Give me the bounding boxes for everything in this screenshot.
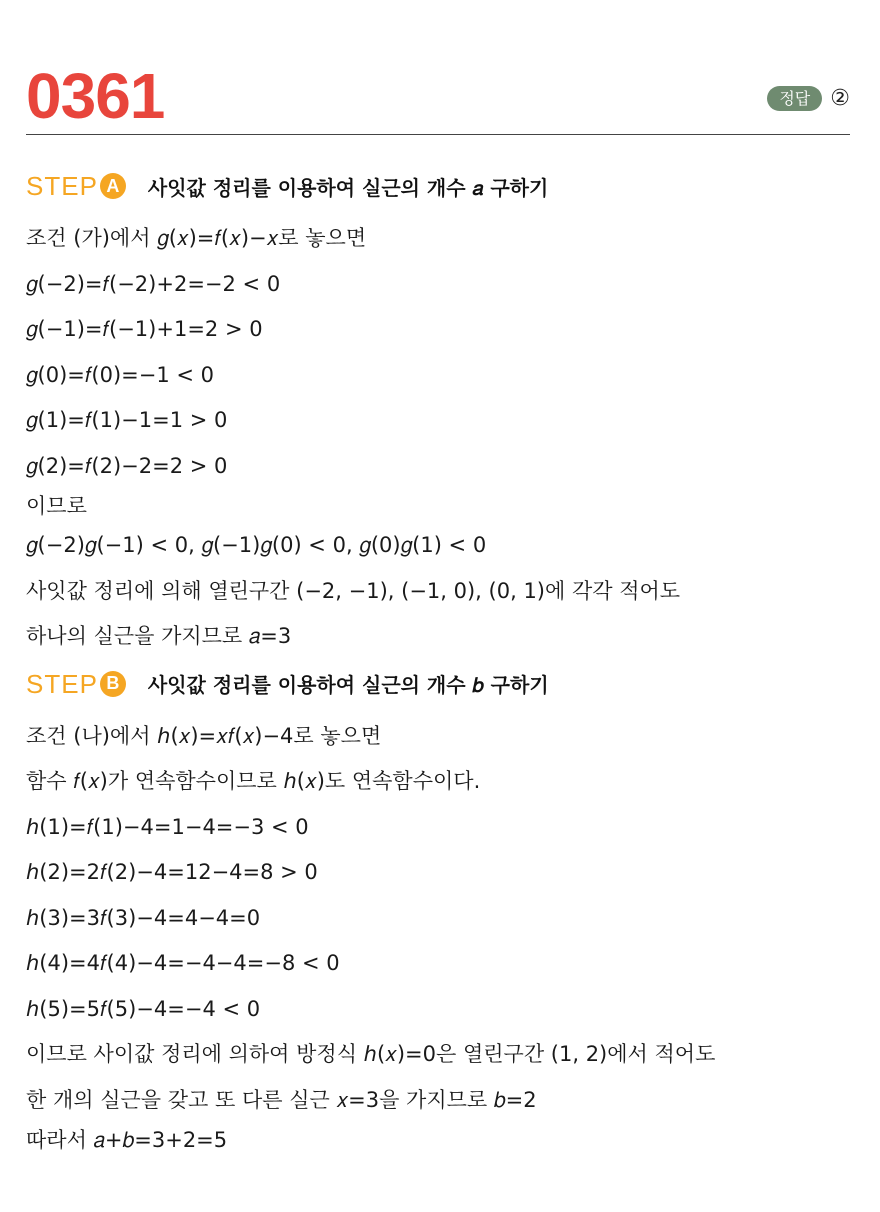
solution-line: 이므로 사이값 정리에 의하여 방정식 ℎ(𝑥)=0은 열린구간 (1, 2)에서 적어도: [26, 1042, 716, 1066]
step-label: STEP: [26, 171, 98, 201]
solution-line: 이므로: [26, 494, 87, 518]
solution-line: 조건 (가)에서 𝑔(𝑥)=𝑓(𝑥)−𝑥로 놓으면: [26, 226, 367, 250]
step-title: 사잇값 정리를 이용하여 실근의 개수 𝑏 구하기: [147, 673, 549, 697]
answer-badge: 정답: [767, 86, 822, 111]
solution-line: 𝑔(−1)=𝑓(−1)+1=2 > 0: [26, 317, 263, 341]
answer: [767, 86, 850, 111]
solution-body: [26, 168, 850, 1163]
solution-line: 한 개의 실근을 갖고 또 다른 실근 𝑥=3을 가지므로 𝑏=2: [26, 1087, 537, 1112]
solution-line: 따라서 𝑎+𝑏=3+2=5: [26, 1128, 228, 1152]
step-title: 사잇값 정리를 이용하여 실근의 개수 𝑎 구하기: [147, 175, 549, 200]
solution-line: 𝑔(−2)=𝑓(−2)+2=−2 < 0: [26, 271, 281, 296]
solution-line: 𝑔(0)=𝑓(0)=−1 < 0: [26, 362, 215, 387]
step-b: [26, 666, 850, 1158]
answer-value: ②: [830, 86, 850, 112]
solution-line: ℎ(5)=5𝑓(5)−4=−4 < 0: [26, 996, 261, 1021]
solution-line: 조건 (나)에서 ℎ(𝑥)=𝑥𝑓(𝑥)−4로 놓으면: [26, 723, 382, 748]
solution-line: 𝑔(2)=𝑓(2)−2=2 > 0: [26, 453, 228, 478]
problem-number: 0361: [26, 60, 165, 132]
solution-line: ℎ(4)=4𝑓(4)−4=−4−4=−8 < 0: [26, 951, 340, 975]
step-letter-badge: B: [100, 671, 126, 697]
step-a: [26, 168, 850, 660]
solution-line: 𝑔(−2)𝑔(−1) < 0, 𝑔(−1)𝑔(0) < 0, 𝑔(0)𝑔(1) < 0: [26, 533, 487, 557]
solution-line: ℎ(3)=3𝑓(3)−4=4−4=0: [26, 905, 261, 930]
step-letter-badge: A: [100, 173, 126, 199]
solution-line: 사잇값 정리에 의해 열린구간 (−2, −1), (−1, 0), (0, 1)에 각각 적어도: [26, 578, 681, 603]
header-divider: [26, 134, 850, 135]
solution-line: 하나의 실근을 가지므로 𝑎=3: [26, 624, 292, 648]
solution-line: ℎ(1)=𝑓(1)−4=1−4=−3 < 0: [26, 814, 309, 839]
step-b-header: [26, 666, 850, 702]
solution-line: 함수 𝑓(𝑥)가 연속함수이므로 ℎ(𝑥)도 연속함수이다.: [26, 769, 481, 793]
solution-line: 𝑔(1)=𝑓(1)−1=1 > 0: [26, 408, 228, 432]
step-label: STEP: [26, 668, 98, 699]
step-a-header: [26, 168, 850, 204]
solution-line: ℎ(2)=2𝑓(2)−4=12−4=8 > 0: [26, 860, 318, 884]
